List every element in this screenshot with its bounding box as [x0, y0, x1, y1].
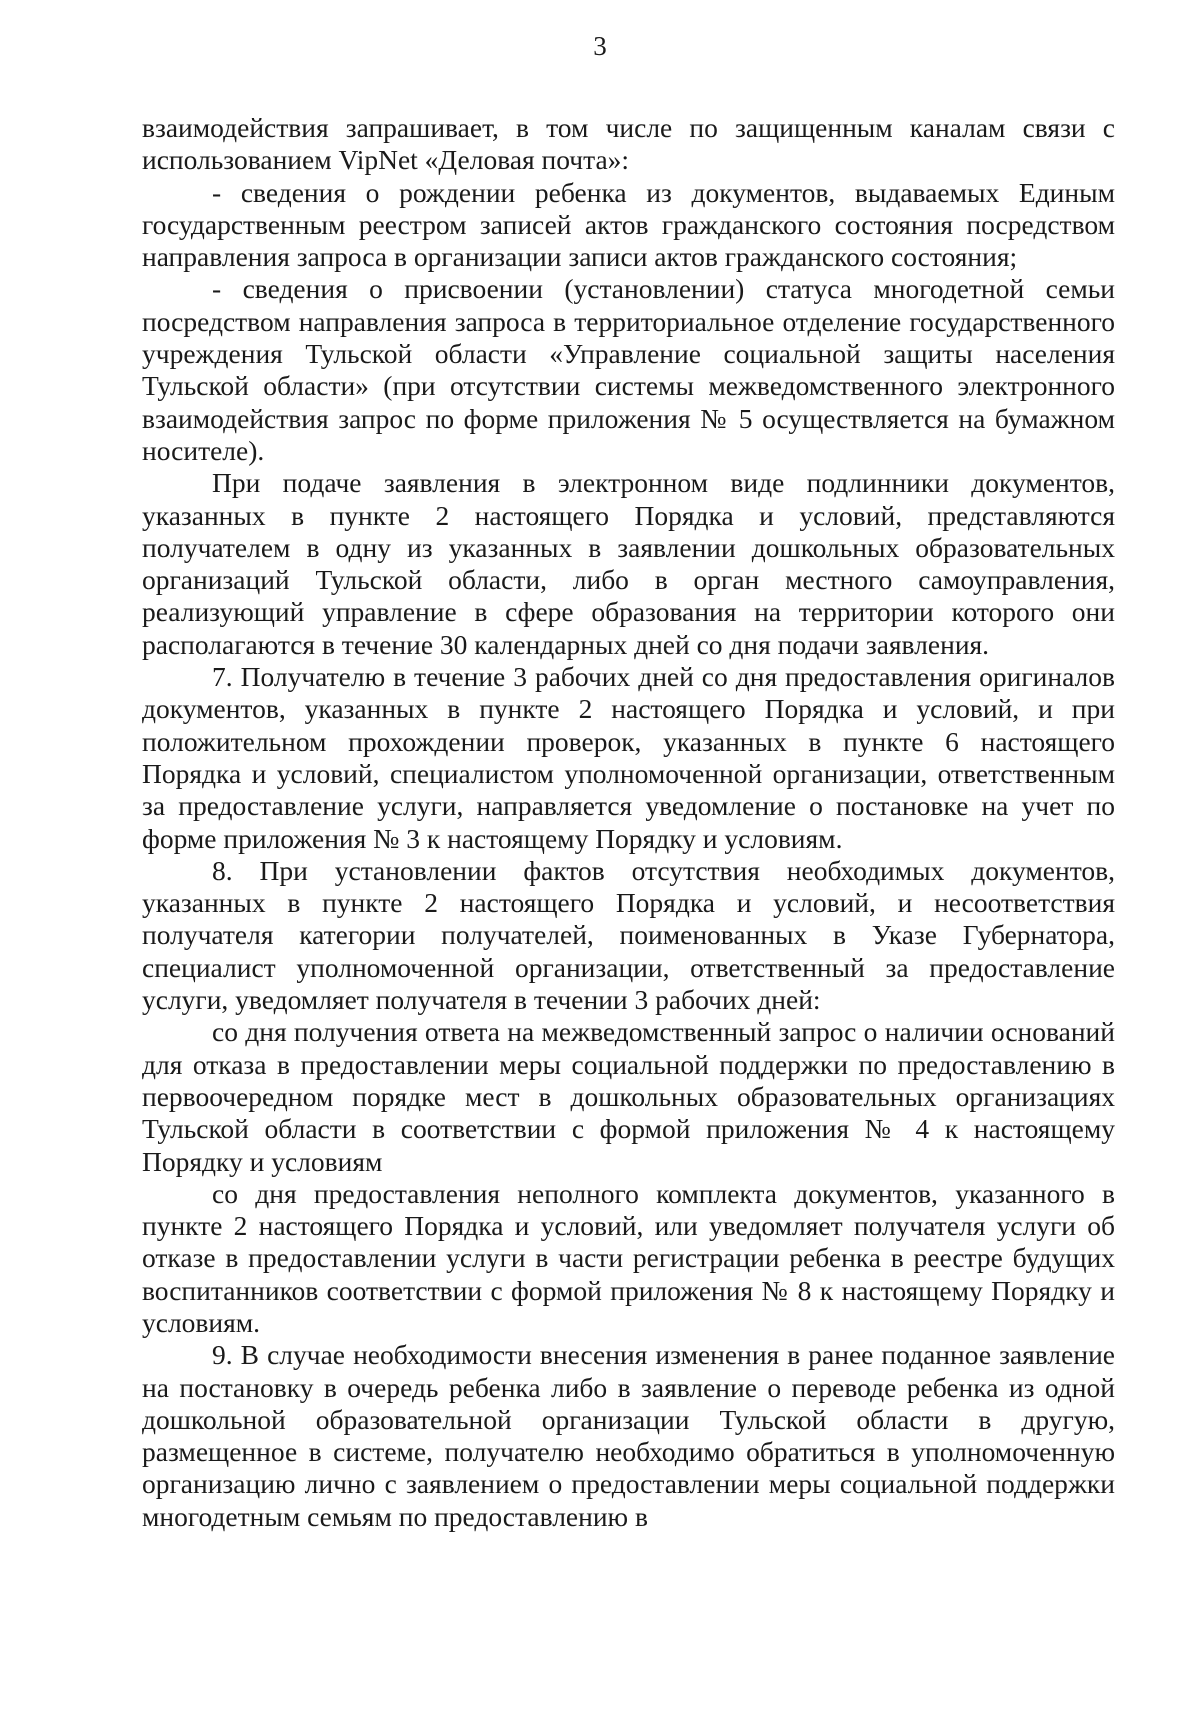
paragraph-item-8: 8. При установлении фактов отсутствия необходимых документов, указанных в пункте 2 настоящего Порядка и условий, и несоответствия получателя категории получателей, поименованных в Указе Губернатора, специалист уполномоченной организации, ответственный за предоставление услуги, уведомляет получателя в течении 3 рабочих дней: [142, 854, 1115, 1016]
paragraph-birth-info: - сведения о рождении ребенка из документов, выдаваемых Единым государственным реестром записей актов гражданского состояния посредством направления запроса в организации записи актов гражданского состояния; [142, 176, 1115, 273]
paragraph-electronic-submission: При подаче заявления в электронном виде подлинники документов, указанных в пункте 2 настоящего Порядка и условий, представляются получателем в одну из указанных в заявлении дошкольных образовательных организаций Тульской области, либо в орган местного самоуправления, реализующий управление в сфере образования на территории которого они располагаются в течение 30 календарных дней со дня подачи заявления. [142, 467, 1115, 660]
paragraph-item-7: 7. Получателю в течение 3 рабочих дней со дня предоставления оригиналов документов, указанных в пункте 2 настоящего Порядка и условий, и при положительном прохождении проверок, указанных в пункте 6 настоящего Порядка и условий, специалистом уполномоченной организации, ответственным за предоставление услуги, направляется уведомление о постановке на учет по форме приложения № 3 к настоящему Порядку и условиям. [142, 661, 1115, 854]
paragraph-interagency-response: со дня получения ответа на межведомственный запрос о наличии оснований для отказа в предоставлении меры социальной поддержки по предоставлению в первоочередном порядке мест в дошкольных образовательных организациях Тульской области в соответствии с формой приложения № 4 к настоящему Порядку и условиям [142, 1016, 1115, 1177]
document-body [142, 112, 1115, 1533]
page-number: 3 [593, 31, 607, 61]
paragraph-incomplete-documents: со дня предоставления неполного комплекта документов, указанного в пункте 2 настоящего Порядка и условий, или уведомляет получателя услуги об отказе в предоставлении услуги в части регистрации ребенка в реестре будущих воспитанников соответствии с формой приложения № 8 к настоящему Порядку и условиям. [142, 1177, 1115, 1338]
paragraph-item-9: 9. В случае необходимости внесения изменения в ранее поданное заявление на постановку в очередь ребенка либо в заявление о переводе ребенка из одной дошкольной образовательной организации Тульской области в другую, размещенное в системе, получателю необходимо обратиться в уполномоченную организацию лично с заявлением о предоставлении меры социальной поддержки многодетным семьям по предоставлению в [142, 1339, 1115, 1532]
paragraph-continuation: взаимодействия запрашивает, в том числе по защищенным каналам связи с использованием VipNet «Деловая почта»: [142, 112, 1115, 176]
paragraph-large-family-status: - сведения о присвоении (установлении) статуса многодетной семьи посредством направления запроса в территориальное отделение государственного учреждения Тульской области «Управление социальной защиты населения Тульской области» (при отсутствии системы межведомственного электронного взаимодействия запрос по форме приложения № 5 осуществляется на бумажном носителе). [142, 273, 1115, 466]
